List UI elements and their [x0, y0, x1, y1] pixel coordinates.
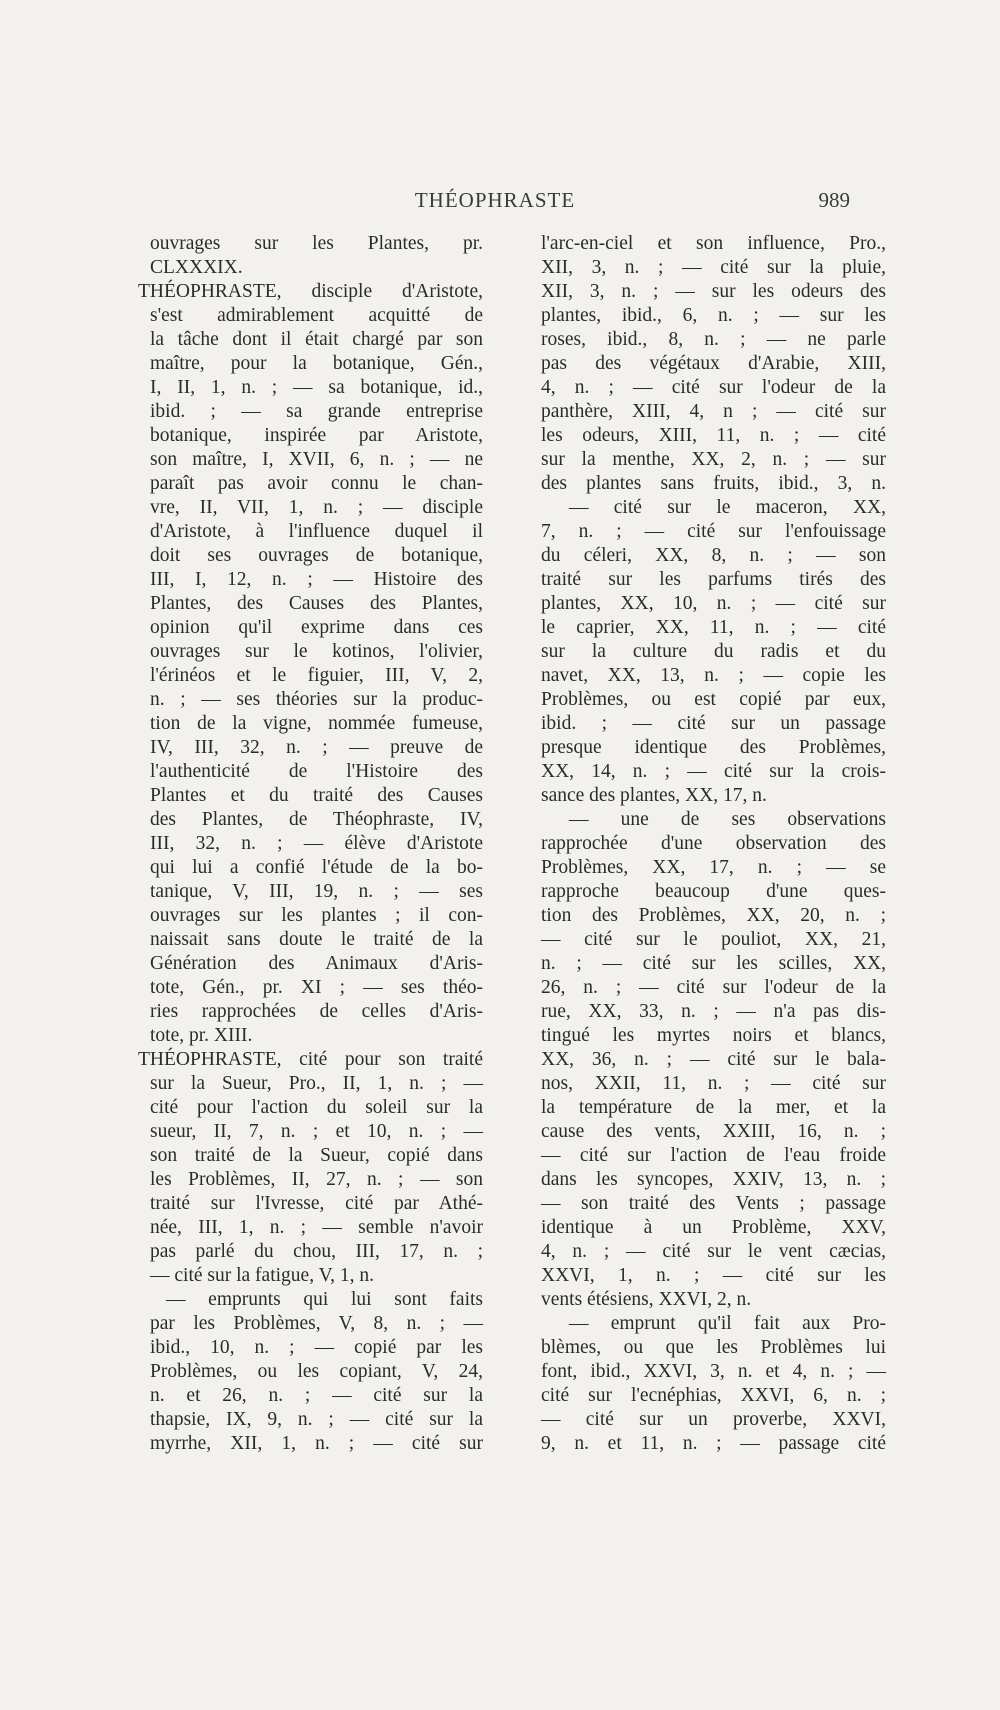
- text-line: sur la menthe, XX, 2, n. ; — sur: [541, 449, 886, 470]
- text-line: des plantes sans fruits, ibid., 3, n.: [541, 473, 886, 494]
- text-line: n. ; — ses théories sur la produc-: [150, 689, 483, 710]
- text-line: IV, III, 32, n. ; — preuve de: [150, 737, 483, 758]
- text-line: Problèmes, ou les copiant, V, 24,: [150, 1361, 483, 1382]
- text-line: THÉOPHRASTE, cité pour son traité: [138, 1049, 483, 1070]
- text-line: ries rapprochées de celles d'Aris-: [150, 1001, 483, 1022]
- text-line: I, II, 1, n. ; — sa botanique, id.,: [150, 377, 483, 398]
- text-line: ibid., 10, n. ; — copié par les: [150, 1337, 483, 1358]
- page-number: 989: [818, 188, 850, 212]
- text-line: s'est admirablement acquitté de: [150, 305, 483, 326]
- text-line: paraît pas avoir connu le chan-: [150, 473, 483, 494]
- text-line: son maître, I, XVII, 6, n. ; — ne: [150, 449, 483, 470]
- right-column: [541, 232, 886, 1456]
- text-line: Plantes et du traité des Causes: [150, 785, 483, 806]
- text-line: panthère, XIII, 4, n ; — cité sur: [541, 401, 886, 422]
- text-line: traité sur les parfums tirés des: [541, 569, 886, 590]
- running-head: [140, 188, 850, 216]
- text-line: ouvrages sur les plantes ; il con-: [150, 905, 483, 926]
- text-line: ouvrages sur le kotinos, l'olivier,: [150, 641, 483, 662]
- text-line: née, III, 1, n. ; — semble n'avoir: [150, 1217, 483, 1238]
- text-line: l'érinéos et le figuier, III, V, 2,: [150, 665, 483, 686]
- text-line: plantes, ibid., 6, n. ; — sur les: [541, 305, 886, 326]
- text-line: opinion qu'il exprime dans ces: [150, 617, 483, 638]
- text-line: Plantes, des Causes des Plantes,: [150, 593, 483, 614]
- text-line: maître, pour la botanique, Gén.,: [150, 353, 483, 374]
- text-line: par les Problèmes, V, 8, n. ; —: [150, 1313, 483, 1334]
- text-line: 26, n. ; — cité sur l'odeur de la: [541, 977, 886, 998]
- text-line: — son traité des Vents ; passage: [541, 1193, 886, 1214]
- text-line: 9, n. et 11, n. ; — passage cité: [541, 1433, 886, 1454]
- text-line: — emprunts qui lui sont faits: [166, 1289, 483, 1310]
- text-line: la tâche dont il était chargé par son: [150, 329, 483, 350]
- text-line: rue, XX, 33, n. ; — n'a pas dis-: [541, 1001, 886, 1022]
- text-line: — emprunt qu'il fait aux Pro-: [569, 1313, 886, 1334]
- text-line: doit ses ouvrages de botanique,: [150, 545, 483, 566]
- text-line: nos, XXII, 11, n. ; — cité sur: [541, 1073, 886, 1094]
- text-line: sur la Sueur, Pro., II, 1, n. ; —: [150, 1073, 483, 1094]
- text-line: les Problèmes, II, 27, n. ; — son: [150, 1169, 483, 1190]
- text-line: son traité de la Sueur, copié dans: [150, 1145, 483, 1166]
- text-line: Génération des Animaux d'Aris-: [150, 953, 483, 974]
- text-line: naissait sans doute le traité de la: [150, 929, 483, 950]
- text-line: tingué les myrtes noirs et blancs,: [541, 1025, 886, 1046]
- text-line: — cité sur l'action de l'eau froide: [541, 1145, 886, 1166]
- text-line: identique à un Problème, XXV,: [541, 1217, 886, 1238]
- text-line: Problèmes, ou est copié par eux,: [541, 689, 886, 710]
- text-line: vents étésiens, XXVI, 2, n.: [541, 1289, 752, 1310]
- text-line: du céleri, XX, 8, n. ; — son: [541, 545, 886, 566]
- text-line: XII, 3, n. ; — cité sur la pluie,: [541, 257, 886, 278]
- text-line: tion de la vigne, nommée fumeuse,: [150, 713, 483, 734]
- text-line: l'authenticité de l'Histoire des: [150, 761, 483, 782]
- text-line: blèmes, ou que les Problèmes lui: [541, 1337, 886, 1358]
- text-line: sur la culture du radis et du: [541, 641, 886, 662]
- text-line: tion des Problèmes, XX, 20, n. ;: [541, 905, 886, 926]
- text-line: thapsie, IX, 9, n. ; — cité sur la: [150, 1409, 483, 1430]
- left-column: [138, 232, 483, 1456]
- text-line: roses, ibid., 8, n. ; — ne parle: [541, 329, 886, 350]
- text-line: presque identique des Problèmes,: [541, 737, 886, 758]
- text-line: l'arc-en-ciel et son influence, Pro.,: [541, 233, 886, 254]
- text-line: XX, 36, n. ; — cité sur le bala-: [541, 1049, 886, 1070]
- text-line: — une de ses observations: [569, 809, 886, 830]
- text-line: — cité sur la fatigue, V, 1, n.: [150, 1265, 375, 1286]
- running-title: THÉOPHRASTE: [414, 188, 576, 212]
- text-line: XX, 14, n. ; — cité sur la crois-: [541, 761, 886, 782]
- text-line: tanique, V, III, 19, n. ; — ses: [150, 881, 483, 902]
- text-line: n. ; — cité sur les scilles, XX,: [541, 953, 886, 974]
- text-line: ibid. ; — cité sur un passage: [541, 713, 886, 734]
- text-line: myrrhe, XII, 1, n. ; — cité sur: [150, 1433, 483, 1454]
- text-line: — cité sur le pouliot, XX, 21,: [541, 929, 886, 950]
- text-line: — cité sur le maceron, XX,: [569, 497, 886, 518]
- text-line: XII, 3, n. ; — sur les odeurs des: [541, 281, 886, 302]
- text-line: vre, II, VII, 1, n. ; — disciple: [150, 497, 483, 518]
- text-line: la température de la mer, et la: [541, 1097, 886, 1118]
- text-line: les odeurs, XIII, 11, n. ; — cité: [541, 425, 886, 446]
- text-line: botanique, inspirée par Aristote,: [150, 425, 483, 446]
- text-line: cité pour l'action du soleil sur la: [150, 1097, 483, 1118]
- text-line: n. et 26, n. ; — cité sur la: [150, 1385, 483, 1406]
- text-line: rapproche beaucoup d'une ques-: [541, 881, 886, 902]
- text-line: 4, n. ; — cité sur le vent cæcias,: [541, 1241, 886, 1262]
- text-line: ouvrages sur les Plantes, pr.: [150, 233, 483, 254]
- text-line: rapprochée d'une observation des: [541, 833, 886, 854]
- text-line: traité sur l'Ivresse, cité par Athé-: [150, 1193, 483, 1214]
- text-line: pas parlé du chou, III, 17, n. ;: [150, 1241, 483, 1262]
- text-line: cité sur l'ecnéphias, XXVI, 6, n. ;: [541, 1385, 886, 1406]
- text-line: — cité sur un proverbe, XXVI,: [541, 1409, 886, 1430]
- text-line: Problèmes, XX, 17, n. ; — se: [541, 857, 886, 878]
- text-line: 4, n. ; — cité sur l'odeur de la: [541, 377, 886, 398]
- text-line: pas des végétaux d'Arabie, XIII,: [541, 353, 886, 374]
- text-line: des Plantes, de Théophraste, IV,: [150, 809, 483, 830]
- text-line: le caprier, XX, 11, n. ; — cité: [541, 617, 886, 638]
- text-line: cause des vents, XXIII, 16, n. ;: [541, 1121, 886, 1142]
- text-line: font, ibid., XXVI, 3, n. et 4, n. ; —: [541, 1361, 886, 1382]
- text-line: d'Aristote, à l'influence duquel il: [150, 521, 483, 542]
- text-line: THÉOPHRASTE, disciple d'Aristote,: [138, 281, 483, 302]
- text-line: qui lui a confié l'étude de la bo-: [150, 857, 483, 878]
- text-line: plantes, XX, 10, n. ; — cité sur: [541, 593, 886, 614]
- text-line: III, 32, n. ; — élève d'Aristote: [150, 833, 483, 854]
- text-line: tote, pr. XIII.: [150, 1025, 253, 1046]
- text-line: CLXXXIX.: [150, 257, 243, 278]
- text-line: navet, XX, 13, n. ; — copie les: [541, 665, 886, 686]
- text-line: sueur, II, 7, n. ; et 10, n. ; —: [150, 1121, 483, 1142]
- text-line: dans les syncopes, XXIV, 13, n. ;: [541, 1169, 886, 1190]
- text-line: III, I, 12, n. ; — Histoire des: [150, 569, 483, 590]
- text-line: 7, n. ; — cité sur l'enfouissage: [541, 521, 886, 542]
- text-line: ibid. ; — sa grande entreprise: [150, 401, 483, 422]
- text-line: XXVI, 1, n. ; — cité sur les: [541, 1265, 886, 1286]
- text-line: tote, Gén., pr. XI ; — ses théo-: [150, 977, 483, 998]
- text-line: sance des plantes, XX, 17, n.: [541, 785, 767, 806]
